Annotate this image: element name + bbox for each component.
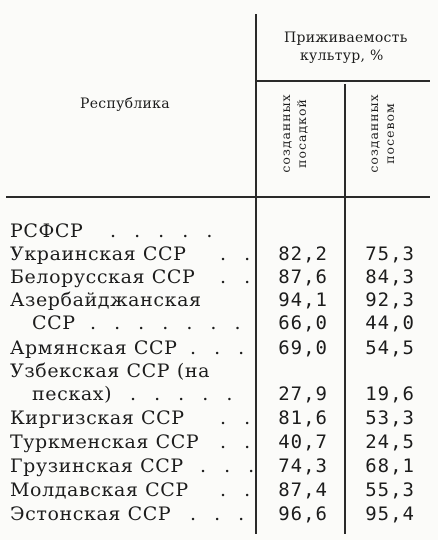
republic-name: РСФСР — [10, 220, 84, 242]
table-row — [0, 360, 438, 382]
leader-dots: . . — [220, 479, 257, 501]
republic-name: Белорусская ССР — [10, 266, 196, 288]
header-survival-line1: Приживаемость — [284, 30, 408, 46]
table-row — [0, 431, 438, 453]
col-sown-line2: посевом — [382, 102, 397, 164]
republic-name: Узбекская ССР (на — [10, 360, 211, 382]
table-row — [0, 337, 438, 359]
table-row — [0, 407, 438, 429]
header-survival-line2: культур, % — [300, 48, 384, 64]
sown-value: 19,6 — [365, 383, 415, 405]
planted-value: 94,1 — [278, 289, 328, 311]
planted-value: 66,0 — [278, 312, 328, 334]
planted-value: 27,9 — [278, 383, 328, 405]
leader-dots: . . . . . — [130, 383, 239, 405]
table-row — [0, 503, 438, 525]
republic-name: Армянская ССР — [10, 337, 178, 359]
republic-name: песках) — [32, 383, 113, 405]
republic-name: Киргизская ССР — [10, 407, 185, 429]
planted-value: 69,0 — [278, 337, 328, 359]
planted-value: 87,4 — [278, 479, 328, 501]
leader-dots: . . . — [200, 455, 261, 477]
sown-value: 92,3 — [365, 289, 415, 311]
sown-value: 44,0 — [365, 312, 415, 334]
col-planted-line2: посадкой — [294, 98, 309, 168]
leader-dots: . . . — [190, 337, 251, 359]
republic-name: ССР — [32, 312, 76, 334]
republic-name: Туркменская ССР — [10, 431, 200, 453]
col-sown-line1: созданных — [366, 93, 381, 173]
sown-value: 54,5 — [365, 337, 415, 359]
republic-name: Грузинская ССР — [10, 455, 184, 477]
table-row — [0, 383, 438, 405]
republic-name: Молдавская ССР — [10, 479, 189, 501]
leader-dots: . . — [220, 407, 257, 429]
header-bottom-rule — [6, 196, 430, 198]
leader-dots: . . — [220, 431, 257, 453]
planted-value: 82,2 — [278, 243, 328, 265]
table-row — [0, 220, 438, 242]
sown-value: 75,3 — [365, 243, 415, 265]
sown-value: 68,1 — [365, 455, 415, 477]
sown-value: 24,5 — [365, 431, 415, 453]
planted-value: 87,6 — [278, 266, 328, 288]
table-row — [0, 266, 438, 288]
sown-value: 84,3 — [365, 266, 415, 288]
table-row — [0, 312, 438, 334]
sown-value: 53,3 — [365, 407, 415, 429]
table-row — [0, 455, 438, 477]
sown-value: 95,4 — [365, 503, 415, 525]
leader-dots: . . — [220, 266, 257, 288]
sown-value: 55,3 — [365, 479, 415, 501]
republic-name: Эстонская ССР — [10, 503, 172, 525]
leader-dots: . . . . . — [110, 220, 219, 242]
planted-value: 40,7 — [278, 431, 328, 453]
leader-dots: . . — [220, 243, 257, 265]
planted-value: 74,3 — [278, 455, 328, 477]
col-planted-line1: созданных — [278, 93, 293, 173]
republic-name: Украинская ССР — [10, 243, 187, 265]
leader-dots: . . . — [190, 503, 251, 525]
planted-value: 81,6 — [278, 407, 328, 429]
header-republic: Республика — [80, 96, 170, 112]
header-subdivider — [255, 80, 430, 82]
republic-name: Азербайджанская — [10, 289, 202, 311]
table-row — [0, 289, 438, 311]
table-row — [0, 243, 438, 265]
leader-dots: . . . . . . . — [90, 312, 247, 334]
planted-value: 96,6 — [278, 503, 328, 525]
table-row — [0, 479, 438, 501]
